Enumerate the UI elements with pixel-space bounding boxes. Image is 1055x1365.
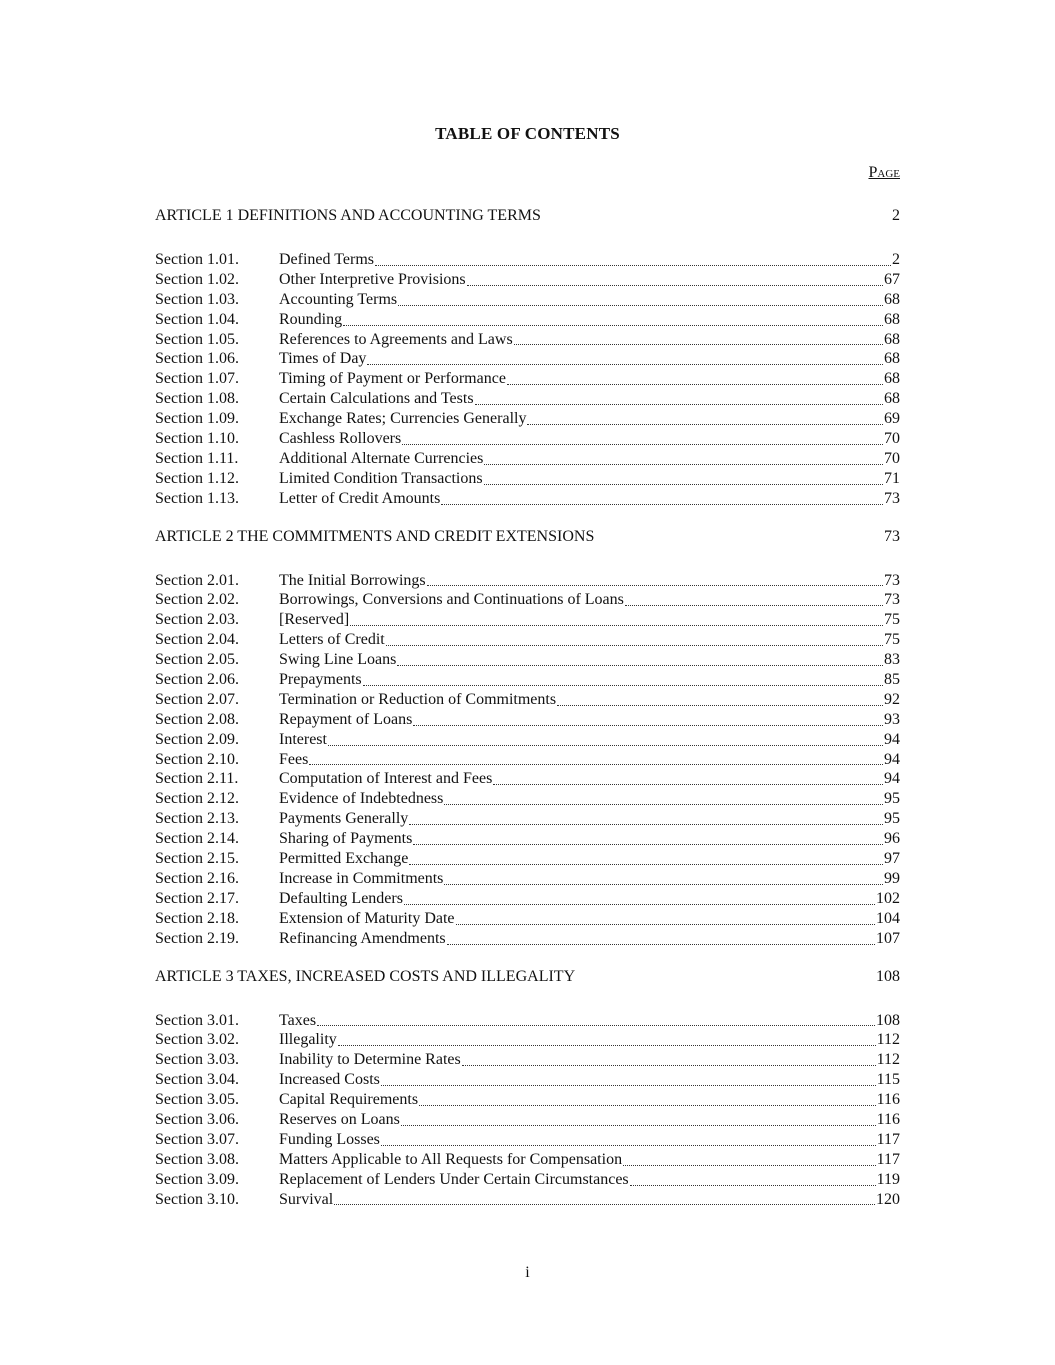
section-number: Section 3.02. <box>155 1031 239 1049</box>
section-title: Certain Calculations and Tests <box>279 390 474 408</box>
section-page-number: 71 <box>884 469 900 487</box>
dot-leader <box>404 904 875 905</box>
section-number: Section 2.07. <box>155 690 239 708</box>
dot-leader <box>317 1025 875 1026</box>
section-number: Section 3.09. <box>155 1170 239 1188</box>
toc-entry[interactable] <box>155 590 900 610</box>
section-title: Permitted Exchange <box>279 850 409 868</box>
toc-entry[interactable] <box>155 1011 900 1031</box>
dot-leader <box>367 364 883 365</box>
section-number: Section 1.05. <box>155 330 239 348</box>
toc-entry[interactable] <box>155 869 900 889</box>
section-number: Section 2.14. <box>155 830 239 848</box>
section-number: Section 1.02. <box>155 270 239 288</box>
toc-entry[interactable] <box>155 829 900 849</box>
section-number: Section 1.04. <box>155 310 239 328</box>
section-number: Section 1.09. <box>155 410 239 428</box>
section-page-number: 107 <box>876 929 900 947</box>
section-page-number: 68 <box>884 290 900 308</box>
section-page-number: 67 <box>884 270 900 288</box>
section-page-number: 68 <box>884 310 900 328</box>
section-title: Fees <box>279 750 309 768</box>
page-column-header: Page <box>868 164 900 181</box>
section-title: Letters of Credit <box>279 631 385 649</box>
section-number: Section 3.08. <box>155 1150 239 1168</box>
article-page-number: 2 <box>892 207 900 224</box>
dot-leader <box>409 864 883 865</box>
section-number: Section 3.03. <box>155 1051 239 1069</box>
toc-entry[interactable] <box>155 849 900 869</box>
article-heading: ARTICLE 3 TAXES, INCREASED COSTS AND ILLEGALITY <box>155 967 576 985</box>
section-page-number: 68 <box>884 370 900 388</box>
toc-entry[interactable] <box>155 1090 900 1110</box>
dot-leader <box>493 784 883 785</box>
toc-entry[interactable] <box>155 409 900 429</box>
toc-entry[interactable] <box>155 929 900 949</box>
dot-leader <box>409 824 883 825</box>
toc-entry[interactable] <box>155 330 900 350</box>
toc-entry[interactable] <box>155 650 900 670</box>
section-page-number: 120 <box>876 1190 900 1208</box>
toc-entry[interactable] <box>155 690 900 710</box>
toc-entry[interactable] <box>155 630 900 650</box>
section-page-number: 68 <box>884 350 900 368</box>
section-page-number: 116 <box>876 1091 900 1109</box>
section-number: Section 2.06. <box>155 671 239 689</box>
section-number: Section 2.05. <box>155 651 239 669</box>
toc-entry[interactable] <box>155 290 900 310</box>
toc-entry[interactable] <box>155 1110 900 1130</box>
section-title: References to Agreements and Laws <box>279 330 513 348</box>
toc-entry[interactable] <box>155 1050 900 1070</box>
article-page-number: 73 <box>884 527 900 545</box>
section-page-number: 117 <box>876 1150 900 1168</box>
dot-leader <box>527 424 883 425</box>
section-page-number: 73 <box>884 489 900 507</box>
toc-entry[interactable] <box>155 349 900 369</box>
section-page-number: 70 <box>884 430 900 448</box>
section-title: Taxes <box>279 1011 317 1029</box>
toc-entry[interactable] <box>155 1170 900 1190</box>
section-title: Payments Generally <box>279 810 409 828</box>
toc-entry[interactable] <box>155 1030 900 1050</box>
section-number: Section 1.03. <box>155 290 239 308</box>
table-of-contents <box>155 206 900 1227</box>
section-title: Funding Losses <box>279 1130 380 1148</box>
dot-leader <box>456 924 875 925</box>
dot-leader <box>557 705 883 706</box>
section-title: Inability to Determine Rates <box>279 1051 461 1069</box>
page-title: TABLE OF CONTENTS <box>435 124 620 143</box>
section-page-number: 104 <box>876 909 900 927</box>
footer-page-number: i <box>525 1264 530 1281</box>
section-number: Section 1.08. <box>155 390 239 408</box>
section-title: Swing Line Loans <box>279 651 397 669</box>
section-number: Section 2.09. <box>155 730 239 748</box>
dot-leader <box>338 1045 876 1046</box>
section-number: Section 3.07. <box>155 1130 239 1148</box>
section-number: Section 1.10. <box>155 430 239 448</box>
section-title: Borrowings, Conversions and Continuations of Loans <box>279 591 624 609</box>
section-list <box>155 571 900 949</box>
section-title: Exchange Rates; Currencies Generally <box>279 410 527 428</box>
section-number: Section 2.03. <box>155 611 239 629</box>
toc-entry[interactable] <box>155 750 900 770</box>
section-number: Section 2.04. <box>155 631 239 649</box>
toc-entry[interactable] <box>155 889 900 909</box>
toc-entry[interactable] <box>155 909 900 929</box>
section-number: Section 1.12. <box>155 469 239 487</box>
dot-leader <box>398 305 883 306</box>
section-number: Section 2.15. <box>155 850 239 868</box>
section-number: Section 2.02. <box>155 591 239 609</box>
article-heading-row[interactable] <box>155 527 900 547</box>
section-title: Termination or Reduction of Commitments <box>279 690 557 708</box>
section-page-number: 95 <box>884 810 900 828</box>
section-page-number: 108 <box>876 1011 900 1029</box>
toc-entry[interactable] <box>155 429 900 449</box>
section-title: Evidence of Indebtedness <box>279 790 444 808</box>
section-page-number: 83 <box>884 651 900 669</box>
dot-leader <box>381 1145 876 1146</box>
section-page-number: 73 <box>884 591 900 609</box>
section-title: Limited Condition Transactions <box>279 469 483 487</box>
section-number: Section 1.11. <box>155 449 239 467</box>
section-title: Capital Requirements <box>279 1091 419 1109</box>
section-page-number: 116 <box>876 1110 900 1128</box>
section-number: Section 3.04. <box>155 1071 239 1089</box>
article-heading-row[interactable] <box>155 206 900 226</box>
dot-leader <box>630 1185 876 1186</box>
section-title: Matters Applicable to All Requests for Compensation <box>279 1150 623 1168</box>
dot-leader <box>381 1085 876 1086</box>
section-title: Rounding <box>279 310 343 328</box>
toc-entry[interactable] <box>155 789 900 809</box>
section-page-number: 2 <box>892 251 900 268</box>
dot-leader <box>375 265 891 266</box>
dot-leader <box>623 1165 876 1166</box>
section-page-number: 68 <box>884 390 900 408</box>
section-title: Reserves on Loans <box>279 1110 400 1128</box>
dot-leader <box>444 804 883 805</box>
section-number: Section 2.12. <box>155 790 239 808</box>
section-number: Section 2.08. <box>155 710 239 728</box>
section-title: Replacement of Lenders Under Certain Circumstances <box>279 1170 629 1188</box>
section-number: Section 1.07. <box>155 370 239 388</box>
dot-leader <box>447 944 875 945</box>
dot-leader <box>402 444 883 445</box>
section-number: Section 2.01. <box>155 571 239 589</box>
section-page-number: 75 <box>884 611 900 629</box>
article-heading: ARTICLE 2 THE COMMITMENTS AND CREDIT EXTENSIONS <box>155 527 595 545</box>
section-title: Additional Alternate Currencies <box>279 449 484 467</box>
section-page-number: 68 <box>884 330 900 348</box>
section-title: Prepayments <box>279 671 362 689</box>
section-title: Illegality <box>279 1031 337 1049</box>
section-page-number: 69 <box>884 410 900 428</box>
dot-leader <box>462 1065 876 1066</box>
toc-entry[interactable] <box>155 710 900 730</box>
toc-entry[interactable] <box>155 250 900 270</box>
section-title: Timing of Payment or Performance <box>279 370 506 388</box>
toc-entry[interactable] <box>155 469 900 489</box>
section-page-number: 95 <box>884 790 900 808</box>
dot-leader <box>334 1204 875 1205</box>
section-title: Computation of Interest and Fees <box>279 770 493 788</box>
dot-leader <box>441 504 883 505</box>
section-page-number: 112 <box>876 1031 900 1049</box>
dot-leader <box>401 1125 876 1126</box>
toc-entry[interactable] <box>155 730 900 750</box>
dot-leader <box>475 404 883 405</box>
dot-leader <box>413 725 883 726</box>
toc-entry[interactable] <box>155 1190 900 1210</box>
section-number: Section 2.18. <box>155 909 239 927</box>
section-number: Section 3.01. <box>155 1011 239 1029</box>
section-page-number: 94 <box>884 770 900 788</box>
toc-entry[interactable] <box>155 270 900 290</box>
dot-leader <box>507 384 883 385</box>
section-page-number: 94 <box>884 750 900 768</box>
section-page-number: 85 <box>884 671 900 689</box>
dot-leader <box>467 285 883 286</box>
dot-leader <box>484 464 883 465</box>
dot-leader <box>514 344 883 345</box>
section-title: Defaulting Lenders <box>279 889 403 907</box>
section-number: Section 2.17. <box>155 889 239 907</box>
section-title: Refinancing Amendments <box>279 929 446 947</box>
toc-entry[interactable] <box>155 571 900 591</box>
section-page-number: 99 <box>884 869 900 887</box>
section-number: Section 2.16. <box>155 869 239 887</box>
dot-leader <box>427 585 883 586</box>
section-number: Section 2.19. <box>155 929 239 947</box>
toc-entry[interactable] <box>155 1150 900 1170</box>
section-page-number: 93 <box>884 710 900 728</box>
section-number: Section 1.06. <box>155 350 239 368</box>
section-page-number: 96 <box>884 830 900 848</box>
section-title: Letter of Credit Amounts <box>279 489 441 507</box>
toc-entry[interactable] <box>155 489 900 509</box>
section-number: Section 1.13. <box>155 489 239 507</box>
section-title: Survival <box>279 1190 334 1208</box>
dot-leader <box>328 745 883 746</box>
section-number: Section 2.10. <box>155 750 239 768</box>
section-page-number: 97 <box>884 850 900 868</box>
section-list <box>155 250 900 509</box>
section-title: [Reserved] <box>279 611 350 629</box>
section-page-number: 119 <box>876 1170 900 1188</box>
article-page-number: 108 <box>876 967 900 985</box>
dot-leader <box>309 764 883 765</box>
section-title: Accounting Terms <box>279 290 398 308</box>
section-page-number: 94 <box>884 730 900 748</box>
section-page-number: 73 <box>884 571 900 589</box>
toc-entry[interactable] <box>155 769 900 789</box>
toc-entry[interactable] <box>155 369 900 389</box>
section-title: Other Interpretive Provisions <box>279 270 466 288</box>
section-page-number: 117 <box>876 1130 900 1148</box>
dot-leader <box>350 625 883 626</box>
section-page-number: 75 <box>884 631 900 649</box>
dot-leader <box>413 844 883 845</box>
toc-entry[interactable] <box>155 670 900 690</box>
section-title: Increase in Commitments <box>279 869 444 887</box>
toc-entry[interactable] <box>155 310 900 330</box>
section-page-number: 112 <box>876 1051 900 1069</box>
dot-leader <box>343 325 883 326</box>
dot-leader <box>484 484 883 485</box>
section-number: Section 2.13. <box>155 810 239 828</box>
article-heading-row[interactable] <box>155 967 900 987</box>
section-page-number: 102 <box>876 889 900 907</box>
section-title: Repayment of Loans <box>279 710 413 728</box>
toc-entry[interactable] <box>155 1130 900 1150</box>
section-title: Sharing of Payments <box>279 830 413 848</box>
toc-entry[interactable] <box>155 449 900 469</box>
section-page-number: 70 <box>884 449 900 467</box>
section-number: Section 3.05. <box>155 1091 239 1109</box>
section-title: Extension of Maturity Date <box>279 909 455 927</box>
section-number: Section 3.10. <box>155 1190 239 1208</box>
dot-leader <box>444 884 883 885</box>
section-number: Section 3.06. <box>155 1110 239 1128</box>
dot-leader <box>397 665 883 666</box>
section-title: Increased Costs <box>279 1071 380 1089</box>
article-heading: ARTICLE 1 DEFINITIONS AND ACCOUNTING TERMS <box>155 207 541 224</box>
section-list <box>155 1011 900 1210</box>
dot-leader <box>386 645 883 646</box>
toc-entry[interactable] <box>155 1070 900 1090</box>
section-page-number: 115 <box>876 1071 900 1089</box>
section-title: Defined Terms <box>279 251 374 268</box>
section-title: The Initial Borrowings <box>279 571 426 589</box>
section-number: Section 1.01. <box>155 251 239 268</box>
toc-entry[interactable] <box>155 389 900 409</box>
section-page-number: 92 <box>884 690 900 708</box>
dot-leader <box>625 605 883 606</box>
section-title: Cashless Rollovers <box>279 430 402 448</box>
section-title: Interest <box>279 730 327 748</box>
toc-entry[interactable] <box>155 809 900 829</box>
dot-leader <box>419 1105 876 1106</box>
section-number: Section 2.11. <box>155 770 239 788</box>
dot-leader <box>363 685 883 686</box>
toc-entry[interactable] <box>155 610 900 630</box>
section-title: Times of Day <box>279 350 367 368</box>
